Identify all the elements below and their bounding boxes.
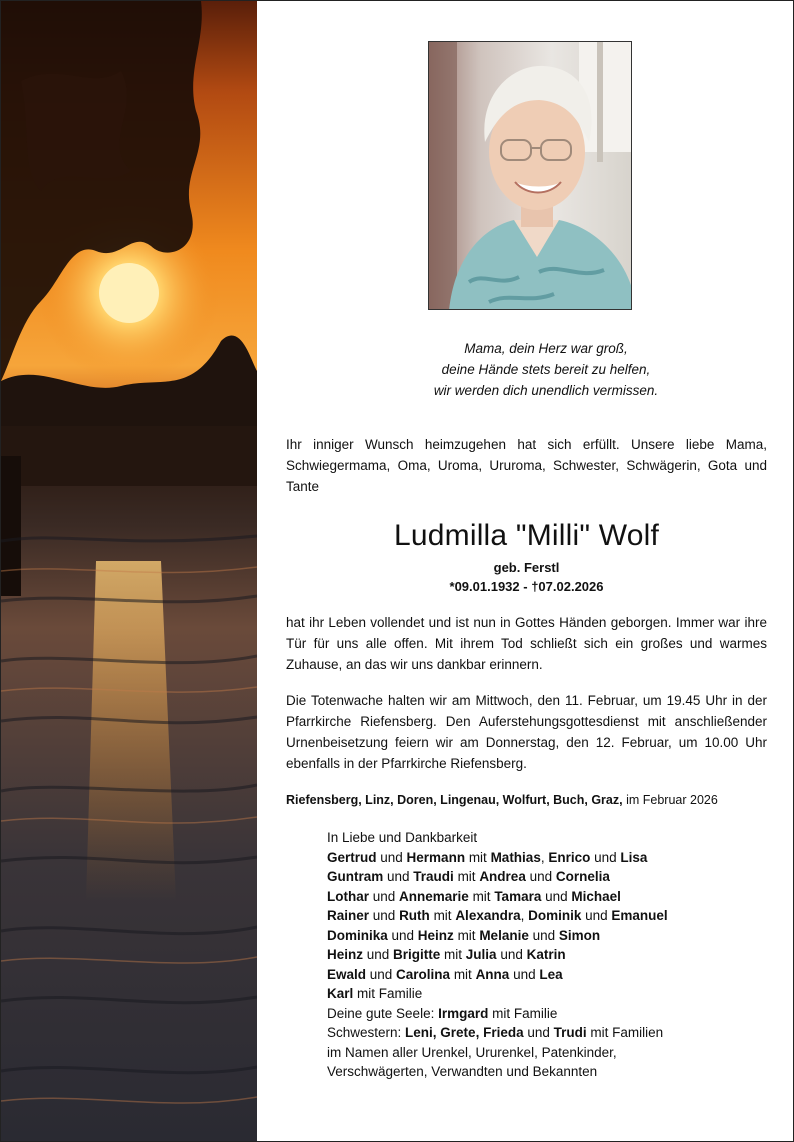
mourner-line bbox=[327, 867, 767, 887]
portrait-photo bbox=[428, 41, 632, 310]
connector-text: und bbox=[369, 908, 400, 923]
connector-text: und bbox=[541, 888, 572, 904]
connector-text: und bbox=[383, 869, 414, 884]
connector-text: und bbox=[581, 908, 612, 923]
life-dates: *09.01.1932 - †07.02.2026 bbox=[449, 579, 604, 594]
connector-text: und bbox=[376, 849, 407, 865]
connector-text: und bbox=[528, 927, 559, 943]
mourner-name: Dominika bbox=[327, 927, 388, 943]
connector-text: mit Familie bbox=[353, 986, 423, 1001]
connector-text: , bbox=[520, 908, 529, 923]
connector-text: und bbox=[363, 947, 394, 962]
mourner-name: Dominik bbox=[528, 908, 582, 923]
verse-line: deine Hände stets bereit zu helfen, bbox=[441, 362, 651, 377]
connector-text: mit bbox=[453, 927, 480, 943]
mourner-name: Cornelia bbox=[555, 869, 610, 884]
service-paragraph: Die Totenwache halten wir am Mittwoch, den 11. Februar, um 19.45 Uhr in der Pfarrkirche Riefensberg. Den Auferstehungsgottesdienst mit anschließender Urnenbeisetzung feiern wir am Donnerstag, den 12. Februar, um 10.00 Uhr ebenfalls in der Pfarrkirche Riefensberg. bbox=[286, 693, 767, 771]
mourner-name: Ruth bbox=[399, 908, 430, 923]
connector-text: Schwestern: bbox=[327, 1025, 406, 1040]
connector-text: mit bbox=[450, 966, 476, 982]
mourner-name: Heinz bbox=[327, 947, 364, 962]
connector-text: mit Familie bbox=[488, 1005, 558, 1021]
connector-text: mit Familien bbox=[586, 1025, 664, 1040]
mourner-name: Leni, Grete, Frieda bbox=[405, 1025, 524, 1040]
mourner-name: Gertrud bbox=[327, 849, 377, 865]
mourner-line bbox=[327, 945, 767, 965]
life-paragraph: hat ihr Leben vollendet und ist nun in Gottes Händen geborgen. Immer war ihre Tür für uns alle offen. Mit ihrem Tod schließt sich ein großes und warmes Zuhause, an das wir uns dankbar erinnern. bbox=[286, 615, 767, 672]
connector-text: mit bbox=[429, 908, 456, 923]
mourner-name: Lisa bbox=[620, 849, 648, 865]
connector-text: und bbox=[509, 966, 540, 982]
connector-text: und bbox=[590, 849, 621, 865]
mourner-name: Rainer bbox=[327, 908, 370, 923]
mourners-list bbox=[327, 828, 767, 1082]
mourner-line bbox=[327, 1004, 767, 1024]
mourner-name: Karl bbox=[327, 986, 354, 1001]
mourner-name: Simon bbox=[558, 927, 601, 943]
mourner-name: Lea bbox=[539, 966, 563, 982]
month-year: im Februar 2026 bbox=[622, 793, 718, 807]
connector-text: mit bbox=[465, 849, 491, 865]
intro-text: Ihr inniger Wunsch heimzugehen hat sich erfüllt. Unsere liebe Mama, Schwiegermama, Oma, Uroma, Ururoma, Schwester, Schwägerin, Gota und Tante bbox=[286, 437, 767, 494]
maiden-name: geb. Ferstl bbox=[493, 560, 560, 575]
connector-text: Deine gute Seele: bbox=[327, 1005, 439, 1021]
mourner-line bbox=[327, 887, 767, 907]
mourner-name: Julia bbox=[465, 947, 497, 962]
verse-line: wir werden dich unendlich vermissen. bbox=[433, 383, 659, 398]
mourner-name: Andrea bbox=[479, 869, 526, 884]
mourner-name: Mathias bbox=[490, 849, 541, 865]
mourner-name: Hermann bbox=[406, 849, 466, 865]
mourner-name: Tamara bbox=[494, 888, 542, 904]
connector-text: und bbox=[387, 927, 418, 943]
mourner-name: Ewald bbox=[327, 966, 367, 982]
mourner-name: Emanuel bbox=[611, 908, 668, 923]
connector-text: und bbox=[369, 888, 400, 904]
connector-text: im Namen aller Urenkel, Ururenkel, Patenkinder, bbox=[327, 1044, 617, 1060]
connector-text: mit bbox=[468, 888, 495, 904]
sunset-lake-image bbox=[1, 1, 257, 1141]
mourners-heading: In Liebe und Dankbarkeit bbox=[327, 830, 478, 845]
mourner-name: Alexandra bbox=[455, 908, 521, 923]
mourner-name: Guntram bbox=[327, 869, 384, 884]
connector-text: Verschwägerten, Verwandten und Bekannten bbox=[327, 1064, 598, 1079]
mourner-line bbox=[327, 848, 767, 868]
places-list: Riefensberg, Linz, Doren, Lingenau, Wolfurt, Buch, Graz, bbox=[286, 793, 623, 807]
mourner-name: Trudi bbox=[553, 1025, 587, 1040]
connector-text: mit bbox=[453, 869, 480, 884]
mourner-name: Brigitte bbox=[393, 947, 441, 962]
mourner-name: Annemarie bbox=[399, 888, 469, 904]
mourner-name: Carolina bbox=[396, 966, 451, 982]
mourner-name: Traudi bbox=[413, 869, 454, 884]
deceased-name: Ludmilla "Milli" Wolf bbox=[393, 519, 659, 552]
mourner-line bbox=[327, 926, 767, 946]
mourner-name: Irmgard bbox=[438, 1005, 489, 1021]
mourner-name: Michael bbox=[571, 888, 621, 904]
mourner-name: Enrico bbox=[548, 849, 591, 865]
connector-text: und bbox=[496, 947, 527, 962]
mourner-line bbox=[327, 1043, 767, 1063]
connector-text: und bbox=[525, 869, 556, 884]
mourner-line bbox=[327, 1023, 767, 1043]
mourner-line bbox=[327, 906, 767, 926]
connector-text: und bbox=[523, 1025, 554, 1040]
mourner-name: Heinz bbox=[417, 927, 454, 943]
mourner-name: Melanie bbox=[479, 927, 529, 943]
connector-text: und bbox=[366, 966, 397, 982]
places-and-date bbox=[286, 790, 767, 810]
mourner-name: Anna bbox=[475, 966, 510, 982]
mourner-line bbox=[327, 1062, 767, 1082]
mourner-line bbox=[327, 984, 767, 1004]
connector-text: , bbox=[540, 849, 549, 865]
memorial-verse bbox=[286, 338, 794, 401]
mourner-line bbox=[327, 965, 767, 985]
mourner-name: Katrin bbox=[526, 947, 566, 962]
verse-line: Mama, dein Herz war groß, bbox=[464, 341, 628, 356]
mourner-name: Lothar bbox=[327, 888, 369, 904]
connector-text: mit bbox=[440, 947, 466, 962]
